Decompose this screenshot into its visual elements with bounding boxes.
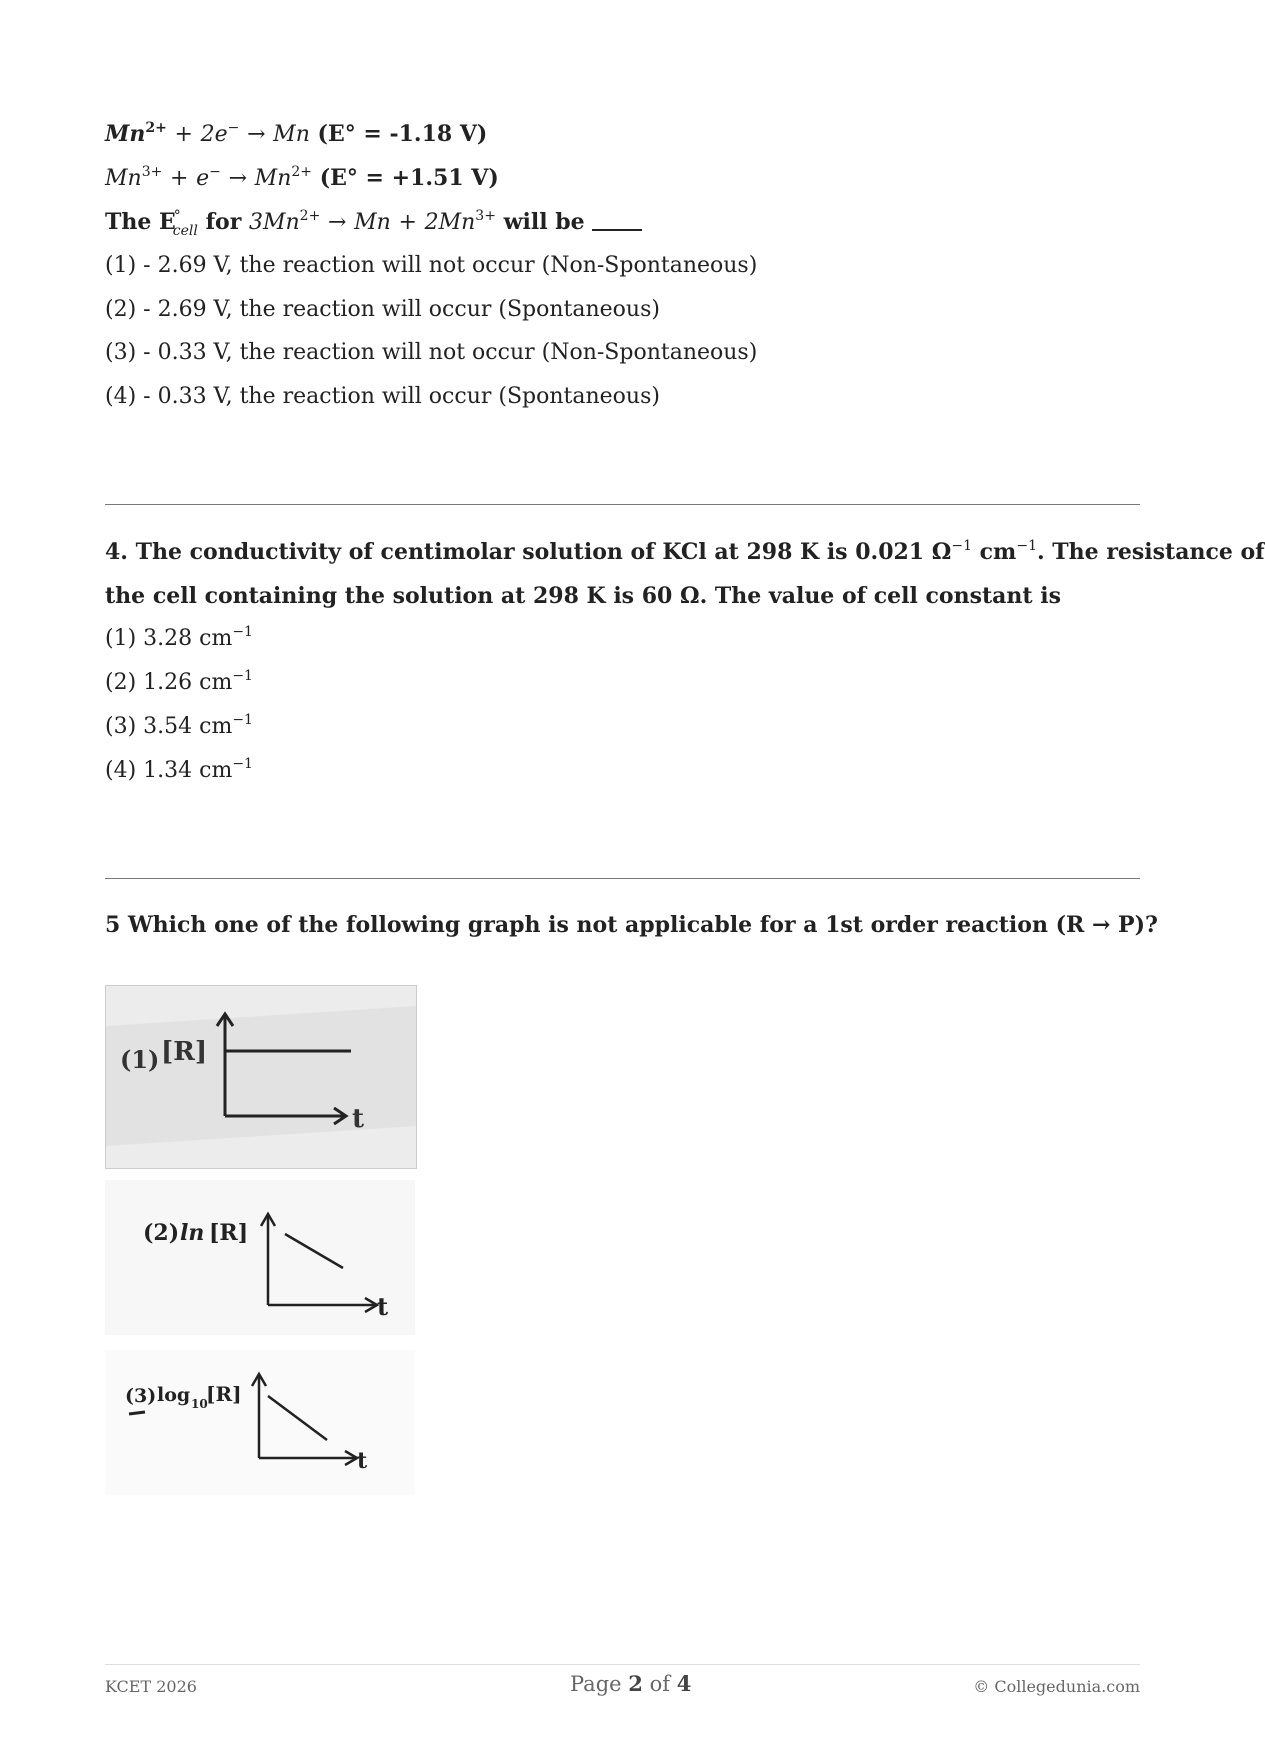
separator	[105, 878, 1140, 879]
graph-2-label-y: [R]	[209, 1220, 249, 1246]
graph-2-label-fn: ln	[180, 1220, 205, 1246]
species-mn: Mn	[273, 122, 310, 147]
q3-option-2: (2) - 2.69 V, the reaction will occur (Spontaneous)	[105, 297, 660, 322]
scan-mark	[129, 1412, 145, 1414]
graph-3-label-y: [R]	[206, 1382, 242, 1406]
unit: cm	[199, 758, 233, 783]
q3-stem	[105, 207, 642, 238]
species-mn: Mn	[105, 121, 146, 147]
graph-1-label-num: (1)	[120, 1045, 160, 1074]
graph-option-2	[105, 1180, 415, 1335]
q4-option-3	[105, 712, 253, 742]
arrow: →	[327, 210, 347, 235]
curve-linear-decrease	[285, 1234, 343, 1268]
graph-1-plot	[106, 986, 416, 1168]
graph-3-label-sub: 10	[191, 1397, 208, 1411]
separator	[105, 504, 1140, 505]
plus-sign: +	[170, 166, 189, 191]
option-value: (3) 3.54	[105, 714, 193, 739]
product: Mn	[354, 210, 391, 235]
unit: cm	[199, 714, 233, 739]
species-mn: Mn	[254, 166, 292, 191]
superscript: −1	[951, 538, 972, 554]
standard-potential: (E° = -1.18 V)	[317, 121, 488, 147]
stem-text: The E	[105, 209, 176, 235]
plus-sign: +	[398, 210, 417, 235]
q3-option-3: (3) - 0.33 V, the reaction will not occur (Non-Spontaneous)	[105, 340, 758, 365]
graph-1-label-x: t	[352, 1104, 365, 1134]
graph-3-label-num: (3)	[125, 1385, 157, 1407]
charge: −	[227, 120, 240, 136]
superscript: −1	[232, 624, 253, 640]
q4-option-1	[105, 624, 253, 654]
footer-exam-name: KCET 2026	[105, 1677, 197, 1696]
q3-option-4: (4) - 0.33 V, the reaction will occur (Spontaneous)	[105, 384, 660, 409]
degree-sign: °	[173, 208, 181, 224]
page-prefix: Page	[570, 1672, 622, 1696]
superscript: −1	[232, 668, 253, 684]
graph-2-label-x: t	[377, 1292, 389, 1321]
q3-equation-1	[105, 119, 487, 150]
stem-text: . The resistance of	[1036, 539, 1265, 565]
q5-stem: 5 Which one of the following graph is not applicable for a 1st order reaction (R → P)?	[105, 912, 1158, 938]
footer-copyright: © Collegedunia.com	[973, 1677, 1140, 1696]
charge: 3+	[141, 164, 163, 180]
superscript: −1	[232, 712, 253, 728]
superscript: −1	[1016, 538, 1037, 554]
electrons: 2e	[200, 122, 228, 147]
graph-option-1	[105, 985, 417, 1169]
option-value: (2) 1.26	[105, 670, 193, 695]
unit: cm	[199, 626, 233, 651]
answer-blank	[592, 209, 642, 231]
arrow: →	[228, 166, 247, 191]
plus-sign: +	[174, 122, 193, 147]
charge: −	[209, 164, 221, 180]
page-total: 4	[676, 1671, 692, 1696]
stem-text: 4. The conductivity of centimolar solution of KCl at 298 K is 0.021 Ω	[105, 539, 952, 565]
graph-3-plot	[105, 1350, 415, 1495]
page-number: 2	[628, 1671, 643, 1696]
graph-3-label-fn: log	[157, 1384, 191, 1406]
species-mn: Mn	[105, 166, 142, 191]
footer-page-indicator	[570, 1671, 691, 1696]
superscript: −1	[232, 756, 253, 772]
graph-option-3	[105, 1350, 415, 1495]
graph-2-label-num: (2)	[143, 1220, 180, 1246]
option-value: (4) 1.34	[105, 758, 193, 783]
scan-shade	[106, 1006, 416, 1146]
standard-potential: (E° = +1.51 V)	[319, 165, 499, 191]
subscript-cell: cell	[172, 223, 198, 239]
electrons: e	[196, 166, 210, 191]
q4-stem-line-1	[105, 537, 1265, 567]
option-value: (1) 3.28	[105, 626, 193, 651]
stem-text: will be	[503, 209, 585, 235]
product: 2Mn	[424, 210, 476, 235]
page-of: of	[649, 1672, 670, 1696]
graph-3-label-x: t	[357, 1448, 368, 1474]
graph-2-plot	[105, 1180, 415, 1335]
curve-linear-decrease	[268, 1396, 327, 1440]
charge: 3+	[475, 208, 496, 224]
graph-1-label-y: [R]	[161, 1037, 208, 1067]
q4-stem-line-2: the cell containing the solution at 298 K is 60 Ω. The value of cell constant is	[105, 583, 1061, 609]
q3-option-1: (1) - 2.69 V, the reaction will not occur (Non-Spontaneous)	[105, 253, 758, 278]
stem-text: cm	[972, 539, 1017, 565]
charge: 2+	[291, 164, 313, 180]
stem-text: for	[205, 209, 242, 235]
q4-option-2	[105, 668, 253, 698]
footer-divider	[105, 1664, 1140, 1665]
q3-equation-2	[105, 163, 499, 194]
q4-option-4	[105, 756, 253, 786]
unit: cm	[199, 670, 233, 695]
reactant: 3Mn	[248, 210, 300, 235]
charge: 2+	[299, 208, 321, 224]
arrow: →	[247, 122, 266, 147]
charge: 2+	[145, 120, 167, 136]
